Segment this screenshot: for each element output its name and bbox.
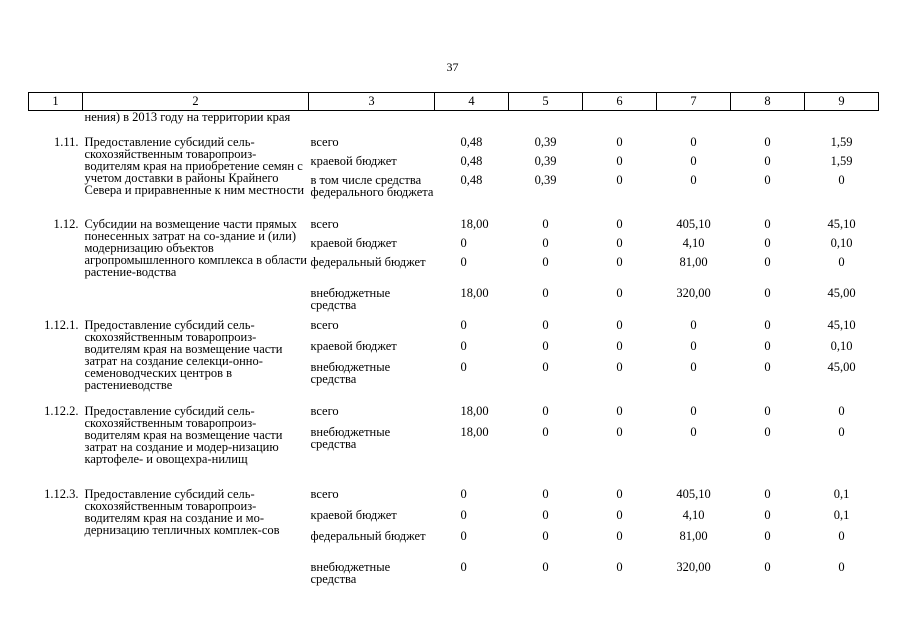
value-cell: 0 [616, 560, 623, 574]
value-cell: 0 [542, 508, 549, 522]
value-cell: 18,00 [460, 425, 489, 439]
value-cell: 0 [460, 318, 467, 332]
value-cell: 0,39 [534, 154, 557, 168]
value-cell: 0 [460, 236, 467, 250]
value-cell: 0 [542, 255, 549, 269]
table-row [29, 319, 879, 340]
value-cell: 0 [764, 360, 771, 374]
value-cell: 1,59 [830, 154, 853, 168]
row-description: Субсидии на возмещение части прямых понесенных затрат на со-здание и (или) модернизацию объектов агропромышленного комплекса в области растение-водства [84, 217, 307, 279]
value-cell: 0 [764, 487, 771, 501]
value-cell: 81,00 [679, 529, 708, 543]
funding-source: всего [310, 487, 339, 501]
value-cell: 0,39 [534, 135, 557, 149]
funding-source: краевой бюджет [310, 339, 397, 353]
budget-table [28, 92, 879, 591]
row-number: 1.12.1. [44, 318, 79, 332]
value-cell: 0 [690, 339, 697, 353]
value-cell: 0 [616, 154, 623, 168]
row-number: 1.11. [53, 135, 79, 149]
value-cell: 0 [542, 487, 549, 501]
value-cell: 0 [690, 360, 697, 374]
value-cell: 0 [616, 318, 623, 332]
row-number: 1.12.2. [44, 404, 79, 418]
value-cell: 0 [764, 404, 771, 418]
value-cell: 0 [690, 425, 697, 439]
value-cell: 0 [542, 425, 549, 439]
value-cell: 0 [764, 529, 771, 543]
value-cell: 0 [542, 529, 549, 543]
value-cell: 0,1 [833, 508, 850, 522]
value-cell: 18,00 [460, 404, 489, 418]
value-cell: 0 [460, 487, 467, 501]
value-cell: 0 [764, 508, 771, 522]
column-header: 8 [731, 93, 805, 111]
funding-source: всего [310, 217, 339, 231]
value-cell: 0 [460, 255, 467, 269]
value-cell: 0 [764, 217, 771, 231]
row-number: 1.12. [53, 217, 79, 231]
value-cell: 0 [542, 286, 549, 300]
value-cell: 405,10 [676, 217, 711, 231]
value-cell: 0 [838, 255, 845, 269]
value-cell: 0 [460, 360, 467, 374]
table-row [29, 405, 879, 426]
value-cell: 0 [690, 318, 697, 332]
value-cell: 0,1 [833, 487, 850, 501]
value-cell: 0 [616, 360, 623, 374]
funding-source: в том числе средства федерального бюджета [310, 173, 434, 199]
value-cell: 0 [838, 529, 845, 543]
row-description: Предоставление субсидий сель-скохозяйственным товаропроиз-водителям края на возмещение части затрат на создание селекци-онно-семеноводческих центров в растениеводстве [84, 318, 283, 392]
funding-source: всего [310, 318, 339, 332]
value-cell: 0 [616, 217, 623, 231]
value-cell: 45,10 [827, 318, 856, 332]
value-cell: 0 [764, 154, 771, 168]
value-cell: 0 [460, 560, 467, 574]
value-cell: 0 [616, 529, 623, 543]
value-cell: 0,48 [460, 135, 483, 149]
value-cell: 0 [616, 487, 623, 501]
value-cell: 0 [690, 135, 697, 149]
table-row [29, 218, 879, 237]
value-cell: 0,39 [534, 173, 557, 187]
continuation-row [29, 111, 879, 137]
funding-source: федеральный бюджет [310, 529, 426, 543]
value-cell: 1,59 [830, 135, 853, 149]
value-cell: 0 [838, 173, 845, 187]
value-cell: 0 [542, 404, 549, 418]
value-cell: 0 [764, 286, 771, 300]
funding-source: краевой бюджет [310, 508, 397, 522]
funding-source: краевой бюджет [310, 154, 397, 168]
column-header: 3 [309, 93, 435, 111]
value-cell: 0 [616, 255, 623, 269]
value-cell: 0 [542, 318, 549, 332]
table-row [29, 136, 879, 155]
value-cell: 45,00 [827, 286, 856, 300]
value-cell: 0 [460, 508, 467, 522]
funding-source: внебюджетные средства [310, 286, 391, 312]
value-cell: 0 [764, 135, 771, 149]
funding-source: всего [310, 404, 339, 418]
value-cell: 0 [616, 135, 623, 149]
value-cell: 0 [460, 529, 467, 543]
page-number: 37 [446, 60, 459, 74]
funding-source: внебюджетные средства [310, 425, 391, 451]
value-cell: 0 [764, 173, 771, 187]
value-cell: 18,00 [460, 217, 489, 231]
funding-source: внебюджетные средства [310, 360, 391, 386]
value-cell: 320,00 [676, 286, 711, 300]
value-cell: 0,10 [830, 236, 853, 250]
header-row [29, 93, 879, 111]
value-cell: 0 [616, 339, 623, 353]
column-header: 9 [805, 93, 879, 111]
row-description: Предоставление субсидий сель-скохозяйственным товаропроиз-водителям края на создание и мо-дернизацию тепличных комплек-сов [84, 487, 280, 537]
value-cell: 405,10 [676, 487, 711, 501]
value-cell: 0 [764, 339, 771, 353]
value-cell: 0 [764, 255, 771, 269]
value-cell: 0,48 [460, 173, 483, 187]
column-header: 6 [583, 93, 657, 111]
value-cell: 0 [542, 236, 549, 250]
column-header: 4 [435, 93, 509, 111]
value-cell: 0 [616, 508, 623, 522]
funding-source: федеральный бюджет [310, 255, 426, 269]
value-cell: 0 [764, 560, 771, 574]
value-cell: 0,10 [830, 339, 853, 353]
funding-source: всего [310, 135, 339, 149]
column-header: 2 [83, 93, 309, 111]
value-cell: 0 [616, 286, 623, 300]
column-header: 5 [509, 93, 583, 111]
value-cell: 320,00 [676, 560, 711, 574]
value-cell: 0 [542, 360, 549, 374]
value-cell: 45,00 [827, 360, 856, 374]
value-cell: 4,10 [682, 508, 705, 522]
value-cell: 0 [542, 339, 549, 353]
row-description: Предоставление субсидий сель-скохозяйственным товаропроиз-водителям края на возмещение части затрат на создание и модер-низацию картофеле- и овощехра-нилищ [84, 404, 283, 466]
value-cell: 0 [764, 425, 771, 439]
value-cell: 0 [542, 560, 549, 574]
value-cell: 0 [764, 318, 771, 332]
value-cell: 0 [690, 154, 697, 168]
funding-source: краевой бюджет [310, 236, 397, 250]
value-cell: 0,48 [460, 154, 483, 168]
table-row [29, 488, 879, 509]
value-cell: 0 [690, 173, 697, 187]
row-number: 1.12.3. [44, 487, 79, 501]
value-cell: 81,00 [679, 255, 708, 269]
value-cell: 0 [616, 404, 623, 418]
value-cell: 0 [616, 425, 623, 439]
value-cell: 0 [838, 425, 845, 439]
value-cell: 4,10 [682, 236, 705, 250]
continuation-text: нения) в 2013 году на территории края [84, 110, 291, 124]
column-header: 1 [29, 93, 83, 111]
column-header: 7 [657, 93, 731, 111]
value-cell: 0 [690, 404, 697, 418]
value-cell: 0 [838, 404, 845, 418]
table-body [29, 93, 879, 592]
value-cell: 0 [542, 217, 549, 231]
funding-source: внебюджетные средства [310, 560, 391, 586]
value-cell: 0 [616, 173, 623, 187]
value-cell: 18,00 [460, 286, 489, 300]
row-description: Предоставление субсидий сель-скохозяйственным товаропроиз-водителям края на приобретение семян с учетом доставки в районы Крайнего Севера и приравненные к ним местности [84, 135, 305, 197]
value-cell: 0 [838, 560, 845, 574]
value-cell: 0 [460, 339, 467, 353]
value-cell: 45,10 [827, 217, 856, 231]
value-cell: 0 [616, 236, 623, 250]
value-cell: 0 [764, 236, 771, 250]
